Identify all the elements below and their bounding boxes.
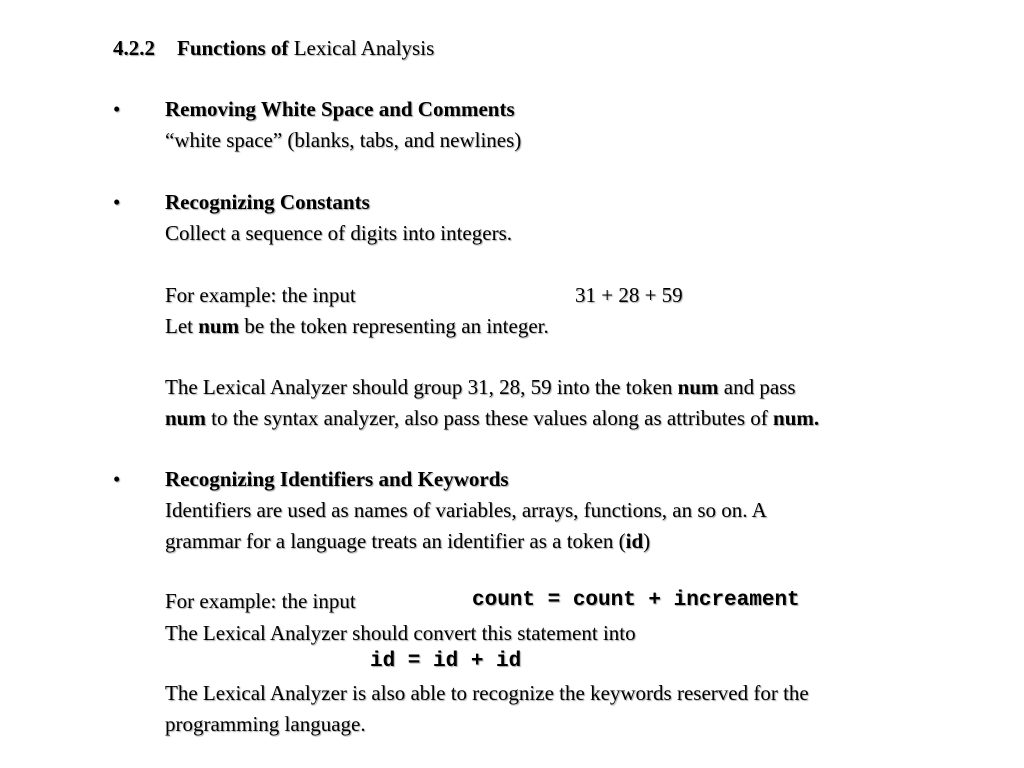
p2-bold-end: num. xyxy=(773,406,820,430)
p1-bold: num xyxy=(677,375,719,399)
section3-keywords-line2: programming language. xyxy=(165,712,366,736)
section2-let-line xyxy=(165,313,549,339)
section3-example-code: count = count + increament xyxy=(472,589,800,612)
section2-paragraph-line2 xyxy=(165,405,819,431)
bullet-1: • xyxy=(113,97,121,121)
line2-bold: id xyxy=(625,529,644,553)
let-bold: num xyxy=(198,314,240,338)
section1-title: Removing White Space and Comments xyxy=(165,97,515,121)
section2-example-value: 31 + 28 + 59 xyxy=(575,283,683,307)
p1-post: and pass xyxy=(718,375,796,399)
p2-mid: to the syntax analyzer, also pass these values along as attributes of xyxy=(205,406,774,430)
let-post: be the token representing an integer. xyxy=(239,314,549,338)
section3-example-label: For example: the input xyxy=(165,589,356,613)
heading-rest: Lexical Analysis xyxy=(293,36,435,60)
section2-line1: Collect a sequence of digits into integers. xyxy=(165,221,512,245)
bullet-3: • xyxy=(113,467,121,491)
line2-pre: grammar for a language treats an identifier as a token ( xyxy=(165,529,626,553)
section3-keywords-line1: The Lexical Analyzer is also able to recognize the keywords reserved for the xyxy=(165,681,809,705)
section3-convert-line: The Lexical Analyzer should convert this statement into xyxy=(165,621,636,645)
section2-paragraph-line1 xyxy=(165,374,796,400)
section2-title: Recognizing Constants xyxy=(165,190,370,214)
section-heading xyxy=(113,35,434,61)
bullet-2: • xyxy=(113,190,121,214)
section2-example-label: For example: the input xyxy=(165,283,356,307)
section3-line2 xyxy=(165,528,650,554)
heading-number: 4.2.2 xyxy=(113,36,155,60)
section3-line1: Identifiers are used as names of variables, arrays, functions, an so on. A xyxy=(165,498,767,522)
p1-pre: The Lexical Analyzer should group 31, 28, 59 into the token xyxy=(165,375,678,399)
line2-post: ) xyxy=(643,529,651,553)
heading-bold-part: Functions of xyxy=(177,36,289,60)
p2-bold: num xyxy=(165,406,206,430)
let-pre: Let xyxy=(165,314,199,338)
section1-line1: “white space” (blanks, tabs, and newlines) xyxy=(165,128,522,152)
section3-converted-code: id = id + id xyxy=(370,650,522,673)
section3-title: Recognizing Identifiers and Keywords xyxy=(165,467,509,491)
